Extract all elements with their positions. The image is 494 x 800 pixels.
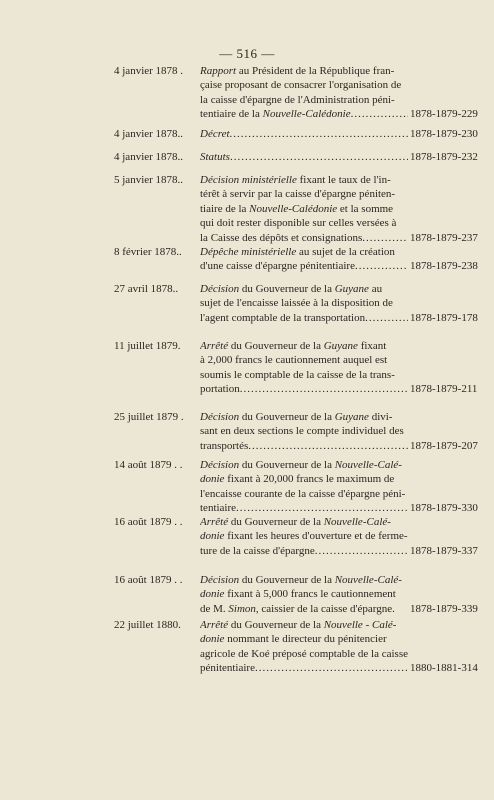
entry-description-line: Arrêté du Gouverneur de la Guyane fixant — [200, 340, 387, 352]
entry-description-line: Décision du Gouverneur de la Guyane divi- — [200, 411, 393, 423]
entry-description — [200, 573, 408, 616]
entry-description — [200, 339, 408, 397]
entry-description-line: sujet de l'encaisse laissée à la disposition de — [200, 297, 393, 310]
entry-description-line: Arrêté du Gouverneur de la Nouvelle - Calé- — [200, 619, 397, 631]
entry-description-last-line — [200, 150, 408, 164]
entry-description-line: l'agent comptable de la transportation — [200, 311, 366, 324]
entry-date: 22 juillet 1880. — [114, 619, 181, 631]
entry-date: 8 février 1878.. — [114, 246, 182, 258]
leader-dots — [365, 311, 408, 325]
entry-description-line: tentiaire — [200, 502, 237, 515]
entry-date: 4 janvier 1878.. — [114, 151, 184, 163]
entry-description-line: Décision du Gouverneur de la Nouvelle-Calé- — [200, 459, 402, 471]
entry-description-line: donie fixant les heures d'ouverture et de ferme- — [200, 530, 408, 543]
leader-dots — [351, 107, 408, 121]
entry-reference: 1878-1879-339 — [410, 602, 478, 615]
entry-reference: 1878-1879-337 — [410, 544, 478, 557]
entry-description-last-line — [200, 439, 408, 453]
entry-description — [200, 245, 408, 274]
entry-description-line: la caisse d'épargne de l'Administration péni- — [200, 93, 395, 106]
entry-description-last-line — [200, 259, 408, 273]
leader-dots — [355, 259, 408, 273]
entry-description-last-line — [200, 661, 408, 675]
entry-description — [200, 515, 408, 558]
entry-description-last-line — [200, 107, 408, 121]
leader-dots — [236, 501, 408, 515]
entry-description-last-line — [200, 231, 408, 245]
entry-date: 16 août 1879 . . — [114, 516, 183, 528]
entry-reference: 1878-1879-178 — [410, 311, 478, 324]
leader-dots — [240, 382, 408, 396]
entry-description-line: Décret — [200, 128, 230, 140]
entry-description — [200, 410, 408, 453]
entry-description-line: Décision du Gouverneur de la Nouvelle-Calé- — [200, 574, 402, 586]
entry-reference: 1880-1881-314 — [410, 662, 478, 675]
entry-reference: 1878-1879-232 — [410, 151, 478, 163]
entry-description-last-line — [200, 602, 408, 616]
entry-description-line: tiaire de la Nouvelle-Calédonie et la somme — [200, 202, 394, 215]
entry-description-last-line — [200, 382, 408, 396]
entry-description — [200, 127, 408, 141]
entry-reference: 1878-1879-229 — [410, 108, 478, 121]
page-number: — 516 — — [219, 46, 275, 61]
leader-dots — [315, 544, 408, 558]
entry-description-line: pénitentiaire — [200, 662, 255, 675]
entry-description-line: donie fixant à 20,000 francs le maximum de — [200, 473, 395, 486]
entry-description-line: soumis le comptable de la caisse de la trans- — [200, 368, 395, 381]
entry-description-line: d'une caisse d'épargne pénitentiaire — [200, 260, 355, 273]
entry-description-line: ture de la caisse d'épargne — [200, 544, 315, 557]
entry-description — [200, 458, 408, 516]
entry-description-line: çaise proposant de consacrer l'organisation de — [200, 79, 402, 92]
entry-description-line: l'encaisse courante de la caisse d'épargne péni- — [200, 487, 406, 500]
entry-description-line: Décision du Gouverneur de la Guyane au — [200, 283, 383, 295]
entry-description — [200, 64, 408, 122]
entry-description-last-line — [200, 311, 408, 325]
entry-description-last-line — [200, 501, 408, 515]
leader-dots — [362, 231, 408, 245]
entry-date: 4 janvier 1878.. — [114, 128, 184, 140]
entry-date: 11 juillet 1879. — [114, 340, 181, 352]
leader-dots — [248, 439, 408, 453]
entry-description-line: à 2,000 francs le cautionnement auquel est — [200, 354, 388, 367]
entry-description-line: transportés — [200, 439, 249, 452]
entry-description-line: Rapport au Président de la République fran- — [200, 65, 395, 77]
entry-date: 5 janvier 1878.. — [114, 174, 184, 186]
entry-description-line: térêt à servir par la caisse d'épargne péniten- — [200, 188, 396, 201]
entry-date: 16 août 1879 . . — [114, 574, 183, 586]
entry-description-line: Statuts — [200, 151, 230, 163]
entry-description — [200, 173, 408, 245]
entry-description-line: Dépêche ministérielle au sujet de la création — [200, 246, 395, 258]
entry-date: 27 avril 1878.. — [114, 283, 179, 295]
entry-description-line: la Caisse des dépôts et consignations — [200, 231, 363, 244]
entry-description-last-line — [200, 127, 408, 141]
entry-date: 4 janvier 1878 . — [114, 65, 184, 77]
entry-reference: 1878-1879-238 — [410, 260, 478, 273]
entry-description — [200, 618, 408, 676]
entry-description-line: tentiaire de la Nouvelle-Calédonie — [200, 108, 351, 121]
entry-description-line: sant en deux sections le compte individuel des — [200, 425, 404, 438]
entry-description-line: donie nommant le directeur du pénitencier — [200, 633, 387, 646]
entry-description — [200, 150, 408, 164]
leader-dots — [255, 661, 408, 675]
entry-description-line: qui doit rester disponible sur celles versées à — [200, 217, 397, 230]
entry-reference: 1878-1879-330 — [410, 502, 478, 515]
entry-description — [200, 282, 408, 325]
entry-description-line: portation — [200, 383, 240, 396]
entry-date: 14 août 1879 . . — [114, 459, 183, 471]
entry-reference: 1878-1879-211 — [410, 383, 478, 396]
entry-description-line: Arrêté du Gouverneur de la Nouvelle-Calé- — [200, 516, 391, 528]
entry-description-line: de M. Simon, caissier de la caisse d'épargne. — [200, 602, 395, 615]
leader-dots — [230, 150, 408, 164]
entry-reference: 1878-1879-207 — [410, 439, 478, 452]
entry-reference: 1878-1879-230 — [410, 128, 478, 140]
entry-reference: 1878-1879-237 — [410, 231, 478, 244]
entry-date: 25 juillet 1879 . — [114, 411, 184, 423]
entry-description-last-line — [200, 544, 408, 558]
entry-description-line: agricole de Koé préposé comptable de la caisse — [200, 647, 408, 660]
entry-description-line: donie fixant à 5,000 francs le cautionnement — [200, 588, 396, 601]
leader-dots — [230, 127, 408, 141]
entry-description-line: Décision ministérielle fixant le taux de l'in- — [200, 174, 391, 186]
